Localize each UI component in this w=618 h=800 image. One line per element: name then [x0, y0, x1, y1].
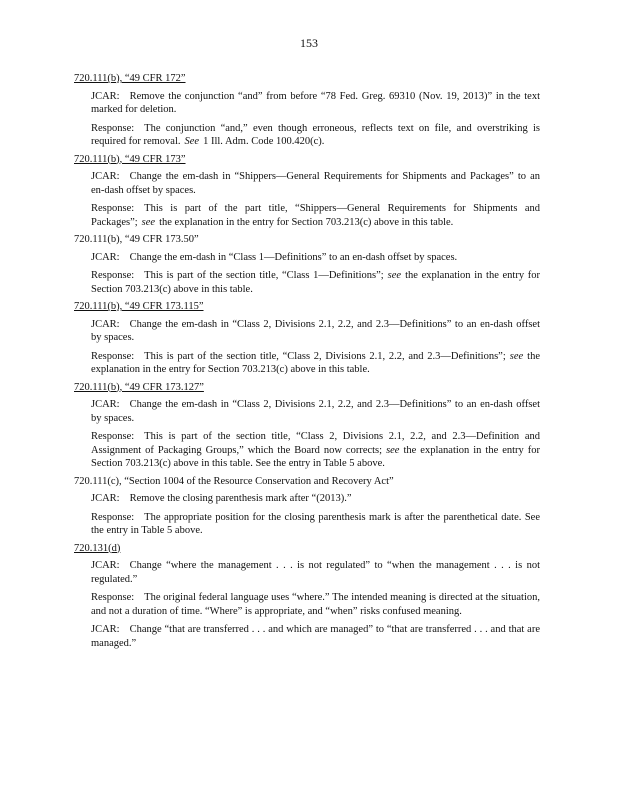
entry-heading-text: 720.111(b), “49 CFR 173.127” [74, 381, 204, 393]
entry-heading [74, 300, 540, 314]
jcar-comment-paragraph [91, 90, 540, 117]
entry-heading-text: 720.111(b), “49 CFR 173.50” [74, 234, 199, 245]
response-paragraph [91, 202, 540, 229]
comment-entry [74, 475, 540, 538]
citation-text: the explanation in the entry for Section 703.213(c) above in this table. [91, 270, 540, 295]
response-paragraph [91, 511, 540, 538]
entry-heading-text: 720.111(c), “Section 1004 of the Resource Conservation and Recovery Act” [74, 475, 394, 487]
jcar-label: JCAR: [91, 560, 120, 571]
entry-heading [74, 542, 540, 556]
comment-table [74, 72, 540, 654]
entry-heading-text: 720.111(b), “49 CFR 172” [74, 73, 186, 84]
paragraph-text: Remove the closing parenthesis mark after “(2013).” [129, 493, 352, 504]
paragraph-text: Change the em-dash in “Class 2, Divisions 2.1, 2.2, and 2.3—Definitions” to an en-dash offset by spaces. [91, 318, 540, 343]
paragraph-text: Change “that are transferred . . . and which are managed” to “that are transferred . . . and that are managed.” [91, 624, 540, 649]
citation-text: the explanation in the entry for Section 703.213(c) above in this table. [91, 350, 540, 375]
response-label: Response: [91, 350, 135, 362]
see-signal: see [141, 216, 156, 228]
response-label: Response: [91, 203, 135, 214]
entry-heading [74, 153, 540, 167]
paragraph-text: The original federal language uses “where.” The intended meaning is directed at the situation, and not a duration of time. “Where” is appropriate, and “when” risks confused meaning. [91, 592, 540, 617]
entry-heading-text: 720.111(b), “49 CFR 173” [74, 153, 186, 165]
response-paragraph [91, 269, 540, 296]
paragraph-text: Change “where the management . . . is not regulated” to “when the management . . . is not regulated.” [91, 560, 540, 585]
entry-heading [74, 475, 540, 489]
comment-entry [74, 381, 540, 471]
jcar-label: JCAR: [91, 318, 120, 330]
entry-heading-text: 720.111(b), “49 CFR 173.115” [74, 301, 204, 312]
jcar-label: JCAR: [91, 90, 120, 102]
comment-entry [74, 233, 540, 296]
response-label: Response: [91, 270, 135, 281]
response-paragraph [91, 430, 540, 471]
citation-text: 1 Ill. Adm. Code 100.420(c). [203, 136, 325, 147]
jcar-label: JCAR: [91, 171, 120, 182]
entry-heading [74, 233, 540, 247]
citation-text: the explanation in the entry for Section 703.213(c) above in this table. [159, 216, 454, 228]
jcar-comment-paragraph [91, 398, 540, 425]
response-label: Response: [91, 431, 135, 442]
entry-heading [74, 72, 540, 86]
see-signal: See [184, 136, 200, 147]
see-signal: see [386, 444, 400, 456]
comment-entry [74, 72, 540, 149]
jcar-comment-paragraph [91, 170, 540, 197]
comment-entry [74, 542, 540, 651]
comment-entry [74, 300, 540, 377]
comment-entry [74, 153, 540, 230]
paragraph-text: Change the em-dash in “Shippers—General Requirements for Shipments and Packages” to an en-dash offset by spaces. [91, 171, 540, 196]
entry-heading-text: 720.131(d) [74, 542, 121, 554]
jcar-comment-paragraph [91, 251, 540, 265]
jcar-comment-paragraph [91, 492, 540, 506]
paragraph-text: Remove the conjunction “and” from before “78 Fed. Greg. 69310 (Nov. 19, 2013)” in the text marked for deletion. [91, 90, 540, 115]
jcar-label: JCAR: [91, 399, 120, 410]
jcar-label: JCAR: [91, 493, 120, 504]
jcar-comment-paragraph [91, 623, 540, 650]
paragraph-text: This is part of the part title, “Shippers—General Requirements for Shipments and Packages”; [91, 203, 540, 228]
paragraph-text: Change the em-dash in “Class 2, Divisions 2.1, 2.2, and 2.3—Definitions” to an en-dash offset by spaces. [91, 399, 540, 424]
response-label: Response: [91, 122, 135, 134]
paragraph-text: This is part of the section title, “Class 1—Definitions”; [144, 270, 384, 281]
paragraph-text: This is part of the section title, “Class 2, Divisions 2.1, 2.2, and 2.3—Definition and Assignment of Packaging Groups,” which the Board now corrects; [91, 431, 540, 456]
jcar-label: JCAR: [91, 624, 120, 635]
paragraph-text: This is part of the section title, “Class 2, Divisions 2.1, 2.2, and 2.3—Definitions”; [144, 350, 506, 362]
entry-heading [74, 381, 540, 395]
see-signal: see [387, 270, 402, 281]
response-paragraph [91, 122, 540, 149]
response-label: Response: [91, 511, 135, 523]
response-paragraph [91, 591, 540, 618]
paragraph-text: Change the em-dash in “Class 1—Definitions” to an en-dash offset by spaces. [129, 251, 458, 263]
page-number: 153 [300, 36, 318, 50]
jcar-label: JCAR: [91, 251, 120, 263]
paragraph-text: The appropriate position for the closing parenthesis mark is after the parenthetical date. See the entry in Table 5 above. [91, 511, 540, 536]
paragraph-text: The conjunction “and,” even though erroneous, reflects text on file, and overstriking is required for removal. [91, 122, 540, 147]
response-paragraph [91, 350, 540, 377]
citation-text: the explanation in the entry for Section 703.213(c) above in this table. See the entry in Table 5 above. [91, 444, 540, 469]
response-label: Response: [91, 592, 135, 603]
jcar-comment-paragraph [91, 559, 540, 586]
jcar-comment-paragraph [91, 318, 540, 345]
see-signal: see [509, 350, 524, 362]
